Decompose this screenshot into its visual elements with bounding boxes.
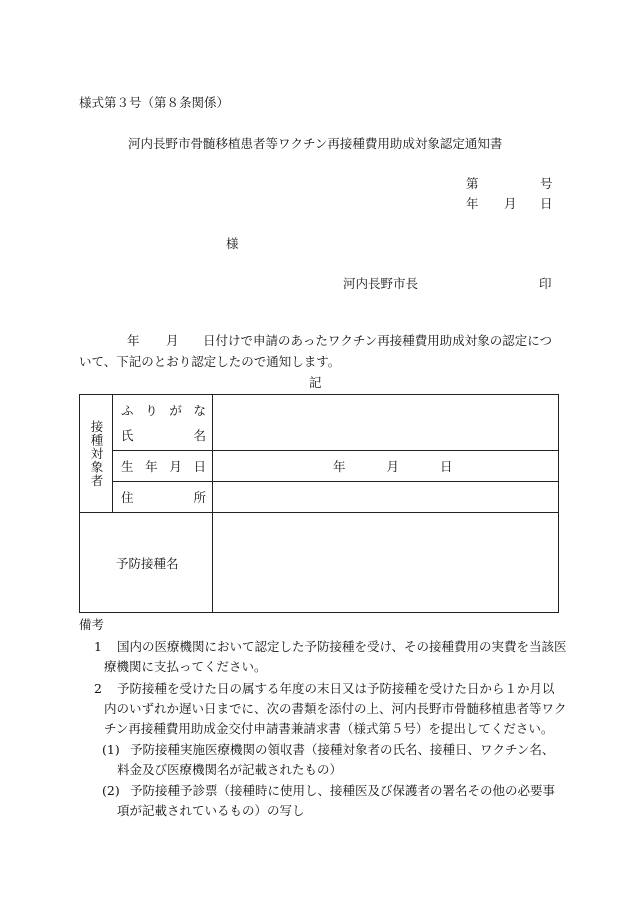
recipient-suffix: 様 — [226, 236, 239, 251]
note-2-line-1: 予防接種を受けた日の属する年度の末日又は予防接種を受けた日から１か月以 — [117, 681, 555, 696]
date-day: 日 — [540, 196, 553, 211]
note-2-line-2: 内のいずれか遅い日までに、次の書類を添付の上、河内長野市骨髄移植患者等ワク — [104, 701, 567, 716]
vaccine-label: 予防接種名 — [116, 555, 179, 571]
birth-char: 日 — [193, 459, 206, 474]
ki-heading: 記 — [309, 375, 322, 390]
birth-label-cell — [113, 451, 213, 482]
name-char: 氏 — [121, 428, 134, 443]
doc-number-prefix: 第 — [466, 176, 479, 191]
subnote-1-number: (1) — [102, 742, 120, 757]
address-label — [113, 488, 212, 506]
applicant-group-text: 接種対象者 — [89, 419, 104, 488]
note-2-number: 2 — [94, 681, 102, 696]
birth-char: 月 — [169, 459, 182, 474]
name-label — [113, 423, 212, 448]
applicant-group-label — [80, 395, 113, 513]
address-char: 住 — [121, 490, 134, 505]
furigana-char: が — [169, 403, 182, 418]
address-char: 所 — [193, 490, 206, 505]
birth-year: 年 — [333, 459, 346, 474]
subnote-1-line-2: 料金及び医療機関名が記載されたもの） — [117, 762, 343, 777]
birth-day: 日 — [440, 459, 453, 474]
document-title: 河内長野市骨髄移植患者等ワクチン再接種費用助成対象認定通知書 — [128, 136, 503, 151]
furigana-char: な — [193, 403, 206, 418]
birth-value-cell[interactable] — [213, 451, 559, 482]
furigana-char: ふ — [121, 403, 134, 418]
name-label-cell — [113, 395, 213, 451]
body-line1: 日付けで申請のあったワクチン再接種費用助成対象の認定につ — [203, 333, 553, 348]
date-month: 月 — [504, 196, 517, 211]
note-1-line-2: 療機関に支払ってください。 — [104, 659, 267, 674]
body-month: 月 — [166, 333, 179, 348]
name-value-cell[interactable] — [213, 395, 559, 451]
note-1-number: 1 — [94, 639, 102, 654]
vaccine-label-cell — [80, 513, 213, 613]
birth-char: 年 — [145, 459, 158, 474]
doc-number-suffix: 号 — [540, 176, 553, 191]
address-value-cell[interactable] — [213, 482, 559, 513]
note-2-line-3: チン再接種費用助成金交付申請書兼請求書（様式第５号）を提出してください。 — [104, 721, 554, 736]
birth-label — [113, 457, 212, 475]
date-year: 年 — [466, 196, 479, 211]
birth-month: 月 — [386, 459, 400, 474]
seal-mark: 印 — [539, 276, 552, 291]
form-number: 様式第３号（第８条関係） — [79, 95, 230, 110]
issuer-name: 河内長野市長 — [343, 276, 419, 291]
body-year: 年 — [127, 333, 140, 348]
notes-heading: 備考 — [79, 617, 105, 632]
applicant-table — [79, 394, 559, 613]
subnote-2-line-2: 項が記載されているもの）の写し — [117, 803, 305, 818]
note-1-line-1: 国内の医療機関において認定した予防接種を受け、その接種費用の実費を当該医 — [117, 639, 567, 654]
subnote-2-number: (2) — [102, 783, 120, 798]
body-line2: いて、下記のとおり認定したので通知します。 — [79, 354, 341, 369]
furigana-label — [113, 398, 212, 423]
name-char: 名 — [193, 428, 206, 443]
birth-char: 生 — [121, 459, 134, 474]
vaccine-value-cell[interactable] — [213, 513, 559, 613]
subnote-1-line-1: 予防接種実施医療機関の領収書（接種対象者の氏名、接種日、ワクチン名、 — [130, 742, 555, 757]
subnote-2-line-1: 予防接種予診票（接種時に使用し、接種医及び保護者の署名その他の必要事 — [130, 783, 556, 798]
address-label-cell — [113, 482, 213, 513]
furigana-char: り — [145, 403, 158, 418]
